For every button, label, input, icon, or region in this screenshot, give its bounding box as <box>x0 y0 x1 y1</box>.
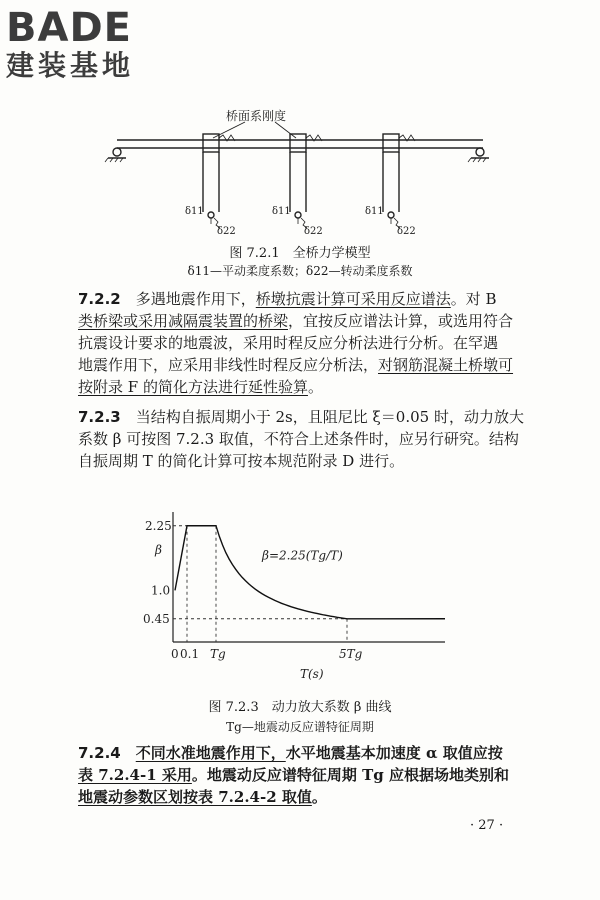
x-tick-0: 0 <box>171 647 179 661</box>
d11-label-2: δ11 <box>272 206 291 217</box>
text-run: 表 7.2.4-1 采用 <box>78 766 192 784</box>
section-7-2-2 <box>78 288 548 398</box>
text-run: 地震作用下，应采用非线性时程反应分析法， <box>78 356 379 374</box>
text-run: 抗震设计要求的地震波，采用时程反应分析法进行分析。在罕遇 <box>78 334 499 352</box>
d22-label-2: δ22 <box>304 226 323 237</box>
text-run: 按附录 F 的简化方法进行延性验算 <box>78 378 308 396</box>
text-run: 水平地震基本加速度 α 取值应按 <box>285 744 503 762</box>
section-line <box>78 332 548 354</box>
chart-subtitle: Tg—地震动反应谱特征周期 <box>226 720 374 734</box>
curve-formula: β=2.25(Tg/T) <box>262 548 343 563</box>
text-run: 。 <box>311 788 327 806</box>
section-line <box>78 428 548 450</box>
section-line <box>78 786 548 808</box>
y-tick-0.45: 0.45 <box>143 611 170 626</box>
text-run: ，宜按反应谱法计算，或选用符合 <box>288 312 514 330</box>
section-number: 7.2.2 <box>78 290 121 308</box>
section-line <box>78 310 548 332</box>
section-line <box>78 354 548 376</box>
section-number: 7.2.4 <box>78 744 121 762</box>
text-run: 系数 β 可按图 7.2.3 取值，不符合上述条件时，应另行研究。结构 <box>78 430 519 448</box>
text-run: 地震动参数区划按表 7.2.4-2 取值 <box>78 788 312 806</box>
text-run: 自振周期 T 的简化计算可按本规范附录 D 进行。 <box>78 452 405 470</box>
logo-sub-text: 建装基地 <box>6 49 135 82</box>
section-number: 7.2.3 <box>78 408 121 426</box>
d22-label-1: δ22 <box>217 226 236 237</box>
deck-stiffness-label: 桥面系刚度 <box>226 109 287 123</box>
section-line <box>78 406 548 428</box>
d22-label-3: δ22 <box>397 226 416 237</box>
text-run: 类桥梁或采用减隔震装置的桥梁 <box>78 312 289 330</box>
text-run: 当结构自振周期小于 2s，且阻尼比 ξ＝0.05 时，动力放大 <box>135 408 524 426</box>
page-number: · 27 · <box>470 818 504 833</box>
x-tick-Tg: Tg <box>210 647 226 661</box>
section-line <box>78 288 548 310</box>
beta-curve-chart <box>0 500 600 681</box>
d11-label-1: δ11 <box>185 206 204 217</box>
x-tick-5Tg: 5Tg <box>339 647 363 661</box>
section-line <box>78 742 548 764</box>
section-line <box>78 764 548 786</box>
text-run: 多遇地震作用下， <box>135 290 256 308</box>
y-tick-1.0: 1.0 <box>151 583 171 598</box>
text-run: 。对 B <box>450 290 497 308</box>
y-tick-2.25: 2.25 <box>145 518 172 533</box>
text-run: 桥墩抗震计算可采用反应谱法 <box>255 290 451 308</box>
text-run: 对钢筋混凝土桥墩可 <box>378 356 514 374</box>
section-line <box>78 376 548 398</box>
text-run: 。 <box>307 378 323 396</box>
section-7-2-3 <box>78 406 548 472</box>
text-run: 。地震动反应谱特征周期 Tg 应根据场地类别和 <box>191 766 509 784</box>
y-axis-label: β <box>155 543 162 558</box>
d11-label-3: δ11 <box>365 206 384 217</box>
beta-curve <box>175 526 445 619</box>
figure-7-2-1-caption: 图 7.2.1 全桥力学模型 <box>229 246 371 261</box>
brand-logo <box>6 6 176 82</box>
x-tick-0.1: 0.1 <box>180 647 200 661</box>
text-run: 不同水准地震作用下， <box>135 744 286 762</box>
section-7-2-4 <box>78 742 548 808</box>
section-line <box>78 450 548 472</box>
logo-brand-text: BADE <box>6 5 132 51</box>
figure-7-2-1-subcaption: δ11—平动柔度系数；δ22—转动柔度系数 <box>187 264 413 278</box>
x-axis-label: T(s) <box>300 667 324 681</box>
chart-title: 图 7.2.3 动力放大系数 β 曲线 <box>208 700 392 715</box>
